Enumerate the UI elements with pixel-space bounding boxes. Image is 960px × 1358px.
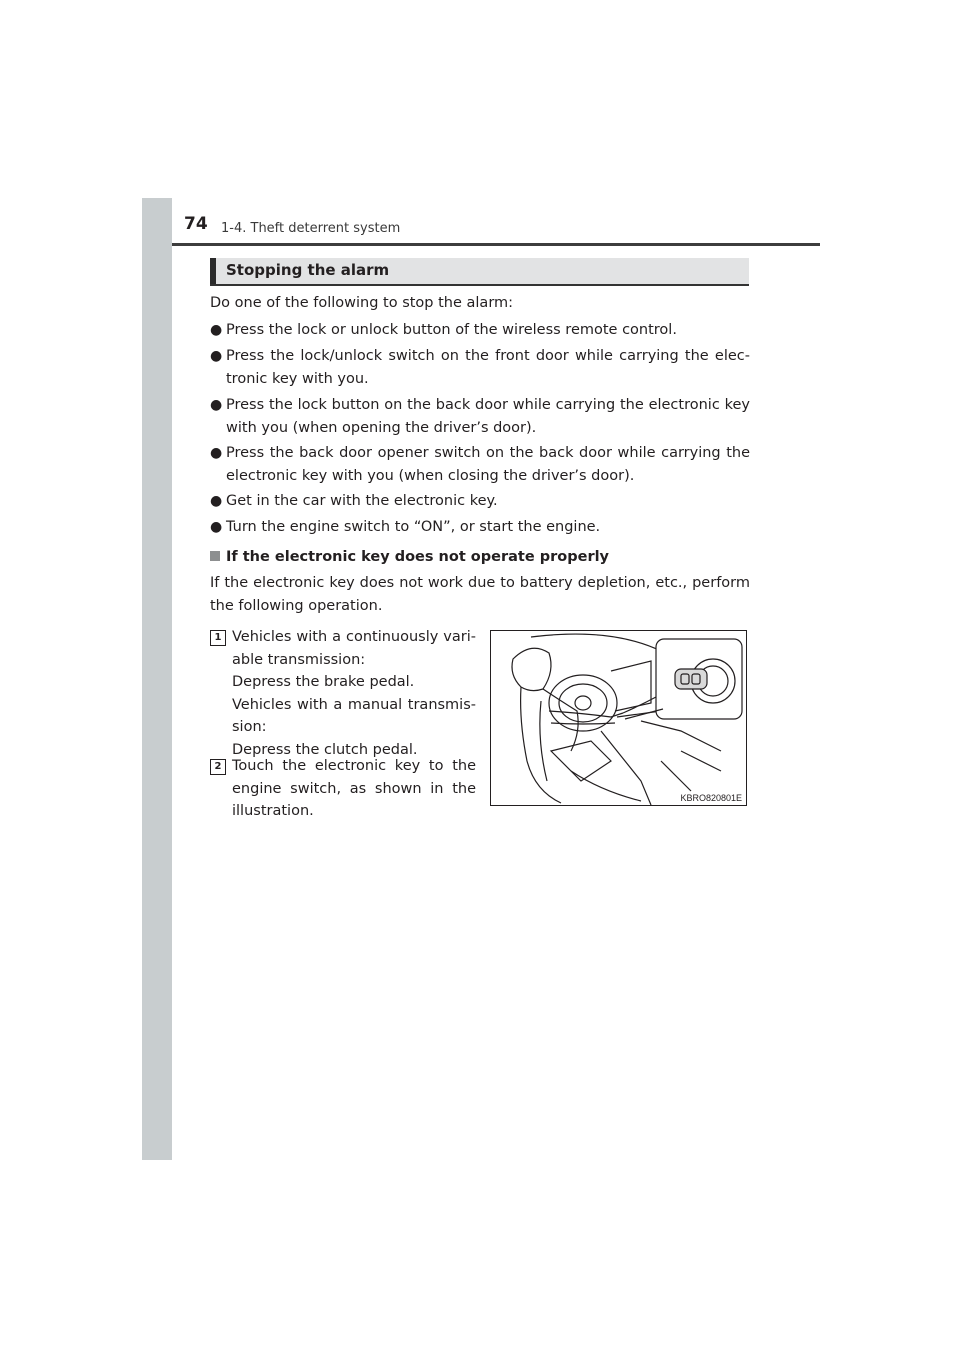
step-line: Touch the electronic key to the engine switch, as shown in the illustration.: [232, 758, 476, 819]
bullet-text: Press the lock or unlock button of the wireless remote control.: [226, 322, 677, 338]
bullet-icon: ●: [210, 348, 223, 364]
bullet-icon: ●: [210, 493, 223, 509]
bullet-text: Press the lock button on the back door while carrying the electronic key with you (when opening the driver’s door).: [226, 397, 750, 436]
step-2: [210, 755, 476, 823]
bullet-item: [210, 442, 750, 488]
heading-accent: [210, 258, 216, 284]
bullet-item: [210, 490, 750, 513]
car-interior-drawing: [491, 631, 746, 805]
bullet-text: Turn the engine switch to “ON”, or start the engine.: [226, 519, 601, 535]
bullet-icon: ●: [210, 519, 223, 535]
illustration-engine-switch: [490, 630, 747, 806]
step-number-badge: 1: [210, 630, 226, 646]
subheading: [210, 546, 609, 569]
step-line: Vehicles with a manual transmis-sion:: [232, 696, 476, 735]
bullet-icon: ●: [210, 322, 223, 338]
section-heading-bar: [210, 258, 749, 286]
bullet-item: [210, 394, 750, 440]
bullet-item: [210, 319, 750, 342]
bullet-text: Press the back door opener switch on the back door while carrying the electronic key with you (when closing the driver’s door).: [226, 445, 750, 484]
step-line: Depress the brake pedal.: [232, 674, 415, 690]
section-heading: Stopping the alarm: [226, 261, 390, 279]
bullet-text: Get in the car with the electronic key.: [226, 493, 498, 509]
step-line: Vehicles with a continuously vari-able transmission:: [232, 629, 476, 668]
sub-intro-text: If the electronic key does not work due to battery depletion, etc., perform the following operation.: [210, 575, 750, 614]
square-bullet-icon: [210, 551, 220, 561]
bullet-text: Press the lock/unlock switch on the front door while carrying the elec-tronic key with you.: [226, 348, 750, 387]
step-number-badge: 2: [210, 759, 226, 775]
bullet-item: [210, 516, 750, 539]
intro-text: Do one of the following to stop the alarm:: [210, 295, 514, 311]
step-line: Depress the clutch pedal.: [232, 741, 418, 758]
illustration-code: KBRO820801E: [680, 793, 742, 803]
bullet-icon: ●: [210, 445, 223, 461]
page-number: 74: [184, 214, 208, 234]
header-rule: [172, 243, 820, 246]
bullet-icon: ●: [210, 397, 223, 413]
side-band: [142, 198, 172, 1160]
bullet-item: [210, 345, 750, 391]
subheading-text: If the electronic key does not operate properly: [226, 549, 610, 565]
step-1: [210, 626, 476, 761]
section-title: 1-4. Theft deterrent system: [221, 221, 401, 236]
